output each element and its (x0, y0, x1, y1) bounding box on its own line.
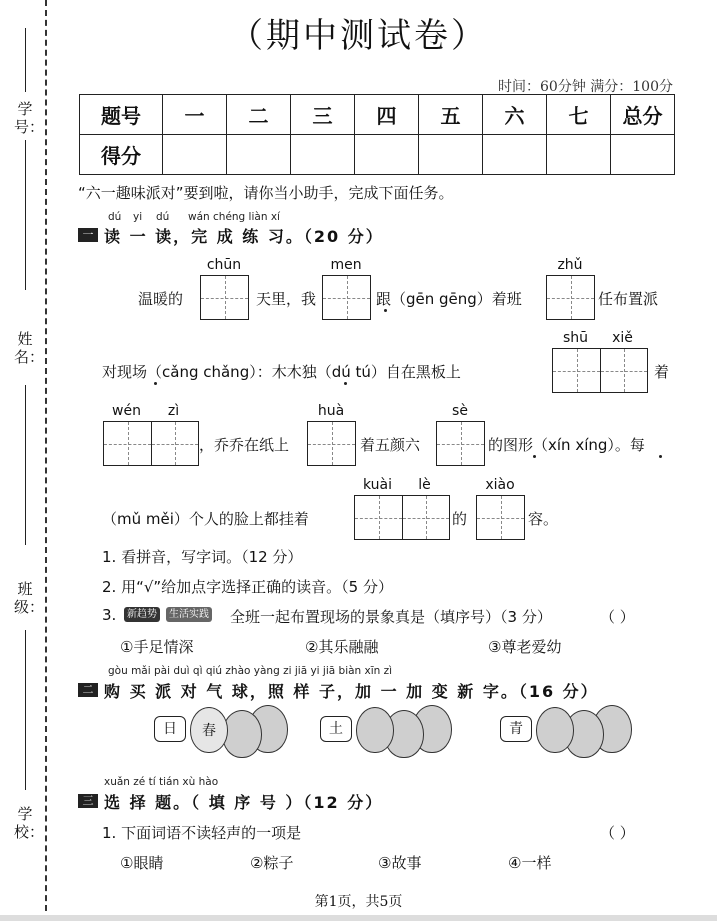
passage-text: 跟（gēn gēng）着班 (376, 290, 522, 308)
base-character-box: 土 (320, 716, 352, 742)
blank-pinyin: wén (112, 403, 141, 419)
school-label: 学校： (14, 805, 45, 841)
writing-grid-2[interactable] (322, 275, 371, 320)
passage-text: （mǔ měi）个人的脸上都挂着 (102, 510, 309, 528)
page-title: （期中测试卷） (229, 16, 488, 56)
balloon[interactable] (536, 707, 574, 753)
writing-grid-7[interactable] (436, 421, 485, 466)
emphasis-dot (154, 382, 157, 385)
score-header-cell: 题号 (80, 95, 163, 135)
passage-text: 容。 (528, 510, 559, 528)
score-cell[interactable] (611, 135, 675, 175)
section3-pinyin: xuǎn zé tí tián xù hào (104, 776, 219, 788)
score-header-row (80, 95, 675, 135)
writing-grid-5[interactable] (103, 421, 199, 466)
bottom-bar (0, 915, 717, 921)
example-character: 春 (202, 723, 216, 739)
passage-text: 天里，我 (256, 290, 317, 308)
question-1: 1. 看拼音，写字词。（12 分） (102, 548, 303, 566)
passage-text: 的 (452, 510, 468, 528)
blank-pinyin: zhǔ (557, 257, 583, 273)
section2-number: 二 (78, 683, 98, 697)
score-header-cell: 总分 (611, 95, 675, 135)
emphasis-dot (384, 309, 387, 312)
blank-pinyin: xiào (485, 477, 515, 493)
class-line-top (25, 385, 26, 545)
score-header-cell: 二 (227, 95, 291, 135)
emphasis-dot (533, 455, 536, 458)
writing-grid-4[interactable] (552, 348, 648, 393)
question-3-number: 3. (102, 606, 117, 624)
base-character-box: 青 (500, 716, 532, 742)
option-item: ③尊老爱幼 (488, 638, 562, 656)
option-item: ④一样 (508, 854, 552, 872)
exam-meta: 时间：60分钟 满分：100分 (498, 79, 673, 95)
section1-pinyin: yi (133, 211, 143, 223)
score-cell[interactable] (547, 135, 611, 175)
practice-tag: 生活实践 (166, 607, 212, 622)
score-cell[interactable] (227, 135, 291, 175)
class-label: 班级： (14, 580, 45, 616)
binding-dashed-line (45, 0, 47, 921)
writing-grid-1[interactable] (200, 275, 249, 320)
score-cell[interactable] (291, 135, 355, 175)
passage-text: 对现场（cǎng chǎng）：木木独（dú tú）自在黑板上 (102, 363, 461, 381)
option-item: ①手足情深 (120, 638, 194, 656)
score-header-cell: 一 (163, 95, 227, 135)
blank-pinyin: huà (317, 403, 345, 419)
passage-text: 温暖的 (138, 290, 184, 308)
name-label: 姓名： (14, 330, 45, 366)
blank-pinyin: zì (167, 403, 180, 419)
score-cell[interactable] (163, 135, 227, 175)
passage-text: 任布置派 (598, 290, 659, 308)
section1-pinyin: wán chéng liàn xí (188, 211, 280, 223)
option-item: ②其乐融融 (305, 638, 379, 656)
score-table (79, 94, 675, 175)
passage-text: 的图形（xín xíng）。每 (488, 436, 645, 454)
score-header-cell: 三 (291, 95, 355, 135)
section3-number: 三 (78, 794, 98, 808)
section1-pinyin: dú (108, 211, 122, 223)
section1-pinyin: dú (156, 211, 170, 223)
balloon (222, 710, 262, 758)
score-cell[interactable] (355, 135, 419, 175)
score-cell[interactable] (483, 135, 547, 175)
student-id-label: 学号： (14, 100, 45, 136)
answer-paren[interactable]: （ ） (600, 608, 635, 626)
emphasis-dot (659, 455, 662, 458)
section1-title: 读 一 读，完 成 练 习。（20 分） (104, 227, 384, 246)
question-3-text: 全班一起布置现场的景象真是（填序号）（3 分） (230, 608, 552, 626)
question-2: 2. 用“√”给加点字选择正确的读音。（5 分） (102, 578, 393, 596)
page-footer: 第1页，共5页 (314, 894, 403, 910)
passage-text: 着五颜六 (360, 436, 421, 454)
score-header-cell: 五 (419, 95, 483, 135)
score-cell[interactable] (419, 135, 483, 175)
passage-text: 着 (654, 363, 670, 381)
option-item: ①眼睛 (120, 854, 164, 872)
balloon[interactable] (356, 707, 394, 753)
base-character-box: 日 (154, 716, 186, 742)
option-item: ②粽子 (250, 854, 294, 872)
answer-paren[interactable]: （ ） (600, 824, 635, 842)
blank-pinyin: sè (452, 403, 468, 419)
score-row (80, 135, 675, 175)
intro-text: “六一趣味派对”要到啦，请你当小助手，完成下面任务。 (78, 184, 454, 202)
school-line-top (25, 630, 26, 790)
blank-pinyin: kuài (362, 477, 393, 493)
blank-pinyin: men (330, 257, 362, 273)
section1-number: 一 (78, 228, 98, 242)
blank-pinyin: shū (562, 330, 589, 346)
name-line-top (25, 140, 26, 290)
blank-pinyin: chūn (206, 257, 242, 273)
blank-pinyin: lè (418, 477, 431, 493)
trend-tag: 新趋势 (124, 607, 160, 622)
writing-grid-6[interactable] (307, 421, 356, 466)
writing-grid-8[interactable] (354, 495, 450, 540)
score-header-cell: 四 (355, 95, 419, 135)
blank-pinyin: xiě (612, 330, 633, 346)
writing-grid-3[interactable] (546, 275, 595, 320)
score-header-cell: 七 (547, 95, 611, 135)
section3-title: 选 择 题。（ 填 序 号 ）（12 分） (104, 793, 384, 812)
passage-text: ，乔乔在纸上 (199, 436, 290, 454)
score-header-cell: 六 (483, 95, 547, 135)
section3-question-1: 1. 下面词语不读轻声的一项是 (102, 824, 302, 842)
writing-grid-9[interactable] (476, 495, 525, 540)
score-row-label: 得分 (80, 135, 163, 175)
option-item: ③故事 (378, 854, 422, 872)
section2-title: 购 买 派 对 气 球，照 样 子，加 一 加 变 新 字。（16 分） (104, 682, 599, 701)
section2-pinyin: gòu mǎi pài duì qì qiú zhào yàng zi jiā yi jiā biàn xīn zì (108, 665, 393, 677)
emphasis-dot (344, 382, 347, 385)
